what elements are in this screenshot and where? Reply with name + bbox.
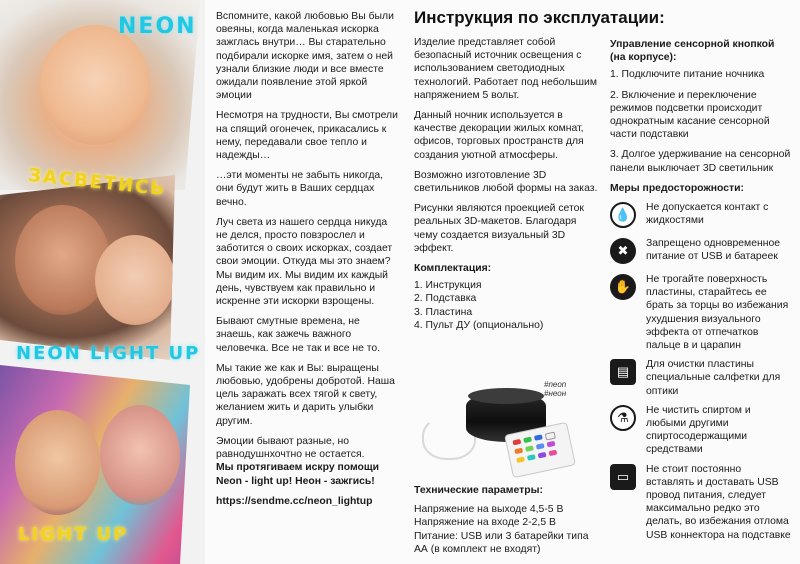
story-paragraph: Несмотря на трудности, Вы смотрели на спящий огонечек, прикасались к нему, передавали свое тепло и надежды…: [216, 110, 398, 162]
neon-word-3: NEON LIGHT UP: [16, 343, 201, 364]
remote-button: [525, 445, 534, 452]
baby-face: [40, 25, 150, 145]
remote-button: [548, 450, 557, 457]
controls-column: [610, 36, 792, 548]
story-paragraph: Мы такие же как и Вы: выращены любовью, удобрены добротой. Наша цель заражать всех тягой к свету, желанием жить и дарить улыбки другим.: [216, 362, 395, 427]
no-dual-power-icon: ✖: [610, 238, 636, 264]
girl-face-left: [15, 410, 100, 515]
precaution-item: [610, 358, 792, 398]
remote-button: [534, 434, 543, 441]
story-paragraph: Эмоции бывают разные, но равнодушнхочтно не остается.: [216, 435, 365, 461]
spec-line: Питание: USB или 3 батарейки типа АА (в комплект не входят): [414, 530, 589, 555]
touch-step: 1. Подключите питание ночника: [610, 69, 765, 81]
precautions-list: [610, 201, 792, 542]
kit-list: [414, 279, 599, 332]
hashtag-1: #neon: [544, 380, 567, 389]
instruction-paragraph: Изделие представляет собой безопасный источник освещения с использованием светодиодных технологий. Работает под небольшим напряжением 5 вольт.: [414, 37, 597, 101]
touch-step: 3. Долгое удерживание на сенсорной панели выключает 3D светильник: [610, 149, 791, 174]
father-face: [15, 205, 110, 315]
lamp-base-top: [468, 388, 544, 404]
precaution-item: [610, 404, 792, 457]
list-item: 1. Инструкция: [414, 280, 482, 292]
no-touch-icon: ✋: [610, 274, 636, 300]
neon-word-1: NEON: [118, 14, 197, 39]
slogan: Мы протягиваем искру помощи Neon - light up! Неон - зажгись!: [216, 462, 380, 487]
instruction-paragraph: Рисунки являются проекцией сеток реальных 3D-макетов. Благодаря чему создается визуальный 3D эффект.: [414, 203, 584, 254]
precaution-text: Для очистки пластины специальные салфетки для оптики: [646, 359, 781, 397]
neon-word-4: LIGHT UP: [18, 524, 129, 545]
specs-block: [414, 482, 599, 556]
precaution-item: [610, 201, 792, 231]
precaution-text: Не допускается контакт с жидкостями: [646, 202, 769, 227]
girl-face-right: [100, 405, 180, 505]
father-child-photo: [0, 175, 205, 360]
precaution-text: Не стоит постоянно вставлять и доставать USB провод питания, следует максимально редко это делать, во избежания отлома USB коннектора на подставке: [646, 463, 791, 541]
instruction-paragraph: Данный ночник используется в качестве декорации жилых комнат, офисов, торговых пространств для создания уютной атмосферы.: [414, 110, 584, 161]
no-alcohol-icon: ⚗: [610, 405, 636, 431]
neon-word-2: ЗАСВЕТИСЬ: [27, 164, 167, 201]
photo-column: [0, 0, 205, 564]
story-paragraph: Вспомните, какой любовью Вы были овеяны, когда маленькая искорка зажглась внутри… Вы старательно подбирали искорке имя, затем о ней узнали близкие люди и все вместе ожидали появление этой яркой эмоции: [216, 11, 394, 102]
precaution-text: Не чистить спиртом и любыми другими спиртосодержащими средствами: [646, 404, 751, 456]
remote-button: [512, 439, 521, 446]
hashtag-label: [544, 380, 566, 398]
remote-button: [545, 432, 556, 441]
remote-button: [516, 456, 525, 463]
website-link[interactable]: https://sendme.cc/neon_lightup: [216, 495, 373, 507]
specs-header: Технические параметры:: [414, 485, 543, 496]
usb-icon: ▭: [610, 464, 636, 490]
instructions-column: [414, 36, 599, 338]
page-title: Инструкция по эксплуатации:: [414, 8, 665, 27]
spec-line: Напряжение на выходе 4,5-5 В: [414, 504, 564, 516]
remote-button: [514, 448, 523, 455]
list-item: 2. Подставка: [414, 293, 477, 305]
no-liquid-icon: 💧: [610, 202, 636, 228]
list-item: 3. Пластина: [414, 306, 473, 318]
story-paragraph: Бывают смутные времена, не знаешь, как зажечь важного человечка. Все не так и все не то.: [216, 316, 381, 354]
remote-button: [527, 454, 536, 461]
remote-button: [536, 443, 545, 450]
child-face: [95, 235, 175, 325]
story-paragraph: …эти моменты не забыть никогда, они будут жить в Ваших сердцах вечно.: [216, 170, 384, 208]
precaution-item: [610, 463, 792, 542]
touch-header: Управление сенсорной кнопкой (на корпусе):: [610, 39, 775, 64]
precaution-text: Не трогайте поверхность пластины, старайтесь ее брать за торцы во избежания ухудшения визуального эффекта от отпечатков пальце в и царапин: [646, 274, 789, 352]
precautions-header: Меры предосторожности:: [610, 182, 744, 194]
story-paragraph: Луч света из нашего сердца никуда не делся, просто повзрослел и заботится о своих искорках, создает свои эмоции. Откуда мы это знаем? Мы видим их. Мы видим их каждый день, чувствуем как правильно и искренне эти искорки взрощены.: [216, 216, 393, 308]
touch-step: 2. Включение и переключение режимов подсветки происходит однократным касание сенсорной части подставки: [610, 89, 770, 141]
remote-button: [547, 441, 556, 448]
list-item: 4. Пульт ДУ (опционально): [414, 319, 544, 331]
wipes-icon: ▤: [610, 359, 636, 385]
hashtag-2: #неон: [544, 389, 567, 398]
product-image: [416, 372, 576, 472]
kit-header: Комплектация:: [414, 263, 492, 275]
remote-button: [538, 452, 547, 459]
precaution-item: [610, 237, 792, 267]
story-column: [216, 10, 399, 515]
instruction-paragraph: Возможно изготовление 3D светильников любой формы на заказ.: [414, 169, 598, 195]
spec-line: Напряжение на входе 2-2,5 В: [414, 517, 556, 529]
precaution-text: Запрещено одновременное питание от USB и батареек: [646, 238, 781, 263]
precaution-item: [610, 273, 792, 352]
remote-button: [523, 437, 532, 444]
